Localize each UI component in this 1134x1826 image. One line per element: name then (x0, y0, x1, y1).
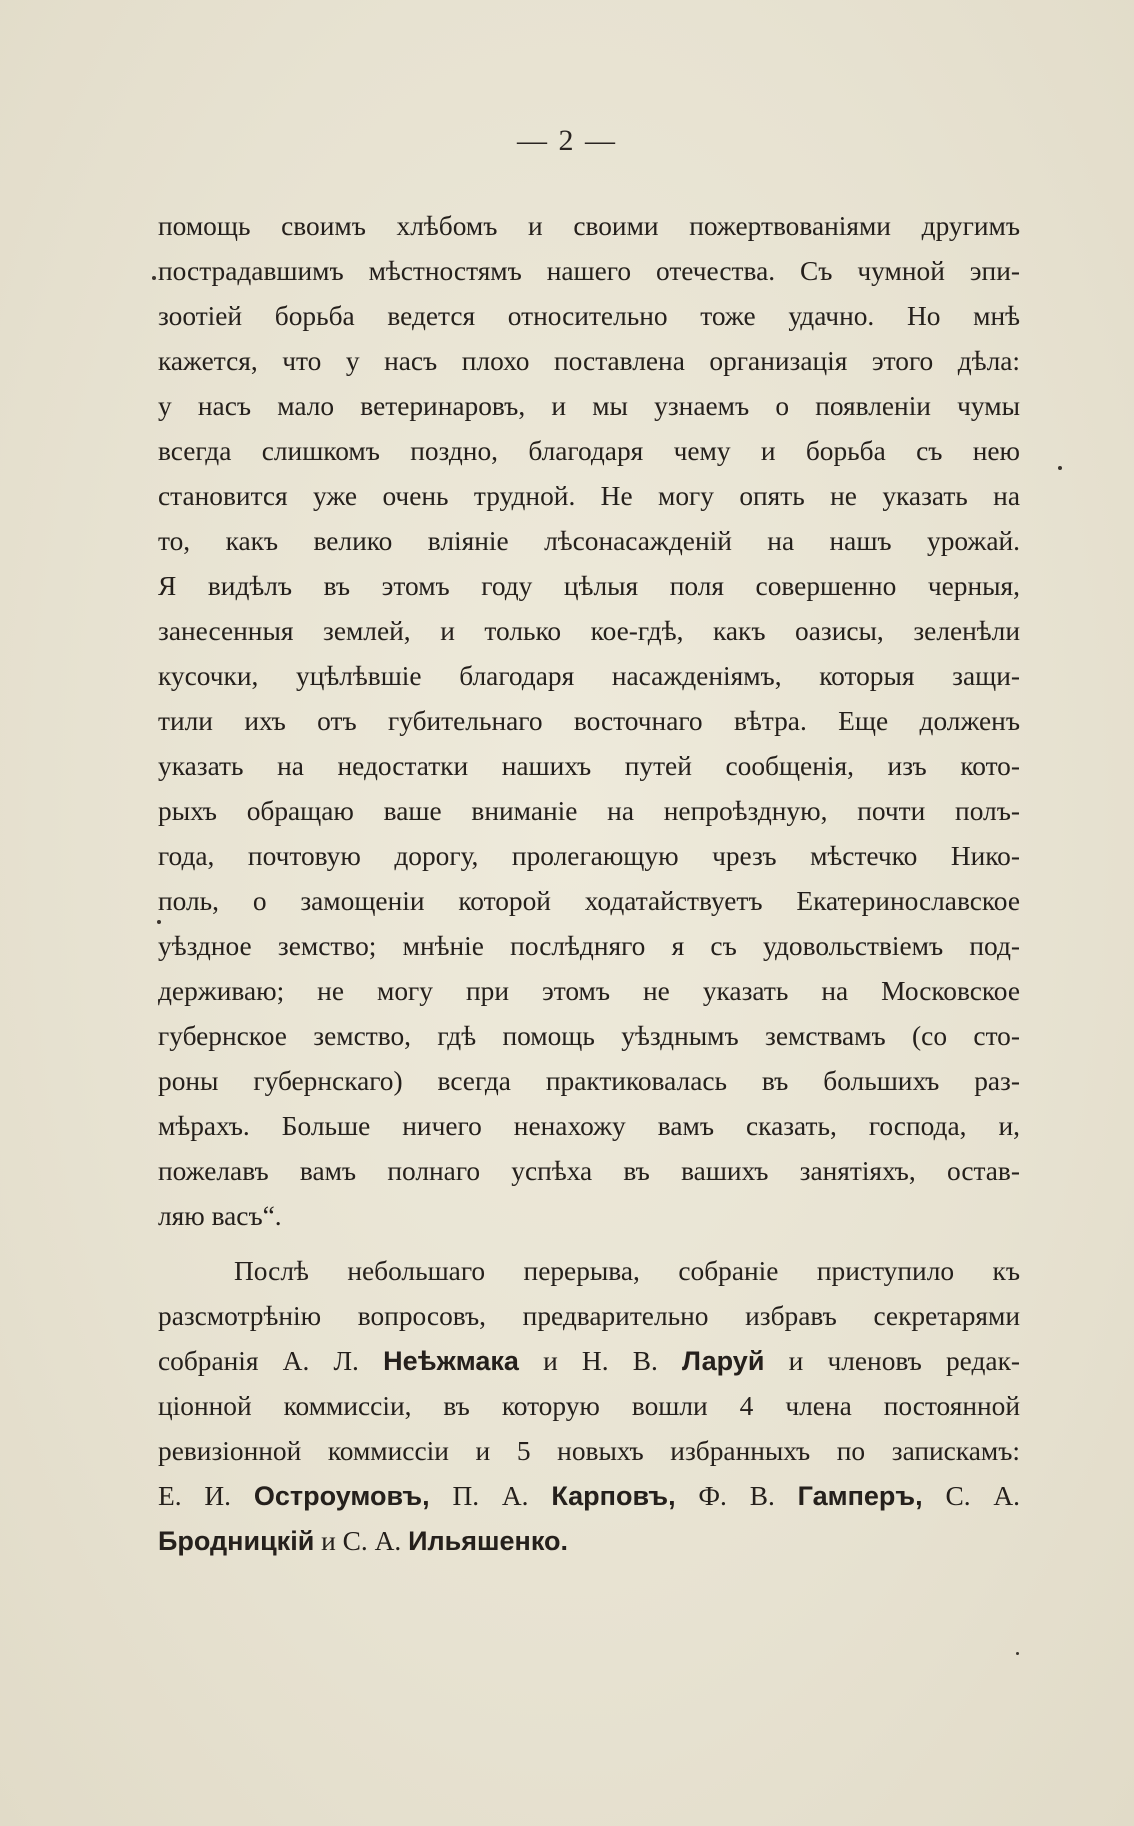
paragraph-gap (158, 1239, 1020, 1249)
text-run: Ф. В. (698, 1481, 775, 1511)
text-line: кажется, что у насъ плохо поставлена организація этого дѣла: (158, 346, 1020, 376)
text-run: и С. А. (321, 1526, 402, 1556)
text-run: собранія А. Л. (158, 1346, 359, 1376)
text-line: Послѣ небольшаго перерыва, собраніе приступило къ (234, 1256, 1020, 1286)
text-line: указать на недостатки нашихъ путей сообщенія, изъ кото- (158, 751, 1020, 781)
text-run: и Н. В. (543, 1346, 658, 1376)
text-line: помощь своимъ хлѣбомъ и своими пожертвованіями другимъ (158, 211, 1020, 241)
text-line: роны губернскаго) всегда практиковалась въ большихъ раз- (158, 1066, 1020, 1096)
text-line: уѣздное земство; мнѣніе послѣдняго я съ удовольствіемъ под- (158, 931, 1020, 961)
body-text (158, 204, 1020, 1564)
text-line: мѣрахъ. Больше ничего ненахожу вамъ сказать, господа, и, (158, 1111, 1020, 1141)
text-line: пострадавшимъ мѣстностямъ нашего отечества. Съ чумной эпи- (158, 256, 1020, 286)
text-line: губернское земство, гдѣ помощь уѣзднымъ земствамъ (со сто- (158, 1021, 1020, 1051)
ink-speck (1058, 466, 1062, 470)
ink-speck (152, 276, 156, 280)
text-line (158, 1519, 1020, 1564)
text-line (158, 1339, 1020, 1384)
text-line: тили ихъ отъ губительнаго восточнаго вѣтра. Еще долженъ (158, 706, 1020, 736)
paragraph-2 (158, 1249, 1020, 1564)
text-line: занесенныя землей, и только кое-гдѣ, какъ оазисы, зеленѣли (158, 616, 1020, 646)
text-line: то, какъ велико вліяніе лѣсонасажденій на нашъ урожай. (158, 526, 1020, 556)
text-run: П. А. (452, 1481, 529, 1511)
text-line: рыхъ обращаю ваше вниманіе на непроѣздную, почти полъ- (158, 796, 1020, 826)
text-line: всегда слишкомъ поздно, благодаря чему и борьба съ нею (158, 436, 1020, 466)
person-name: Бродницкій (158, 1526, 315, 1556)
text-line: разсмотрѣнію вопросовъ, предварительно избравъ секретарями (158, 1301, 1020, 1331)
person-name: Гамперъ, (797, 1481, 923, 1511)
ink-speck (157, 920, 161, 924)
person-name: Ильяшенко. (408, 1526, 569, 1556)
text-run: и членовъ редак- (788, 1346, 1020, 1376)
text-line: ціонной коммиссіи, въ которую вошли 4 члена постоянной (158, 1391, 1020, 1421)
text-run: Е. И. (158, 1481, 232, 1511)
page-number: — 2 — (517, 124, 617, 157)
ink-speck (1016, 1652, 1019, 1655)
text-line: зоотіей борьба ведется относительно тоже удачно. Но мнѣ (158, 301, 1020, 331)
text-line: года, почтовую дорогу, пролегающую чрезъ мѣстечко Нико- (158, 841, 1020, 871)
text-line: держиваю; не могу при этомъ не указать на Московское (158, 976, 1020, 1006)
text-line: у насъ мало ветеринаровъ, и мы узнаемъ о появленіи чумы (158, 391, 1020, 421)
text-line: Я видѣлъ въ этомъ году цѣлыя поля совершенно черныя, (158, 571, 1020, 601)
person-name: Неѣжмака (383, 1346, 519, 1376)
person-name: Карповъ, (551, 1481, 676, 1511)
paragraph-1 (158, 204, 1020, 1239)
text-line: пожелавъ вамъ полнаго успѣха въ вашихъ занятіяхъ, остав- (158, 1156, 1020, 1186)
text-line: поль, о замощеніи которой ходатайствуетъ Екатеринославское (158, 886, 1020, 916)
person-name: Ларуй (682, 1346, 765, 1376)
person-name: Остроумовъ, (253, 1481, 430, 1511)
text-line: ляю васъ“. (158, 1201, 282, 1231)
text-line: становится уже очень трудной. Не могу опять не указать на (158, 481, 1020, 511)
text-run: С. А. (945, 1481, 1021, 1511)
text-line: кусочки, уцѣлѣвшіе благодаря насажденіямъ, которыя защи- (158, 661, 1020, 691)
text-line: ревизіонной коммиссіи и 5 новыхъ избранныхъ по запискамъ: (158, 1436, 1020, 1466)
text-line (158, 1474, 1020, 1519)
